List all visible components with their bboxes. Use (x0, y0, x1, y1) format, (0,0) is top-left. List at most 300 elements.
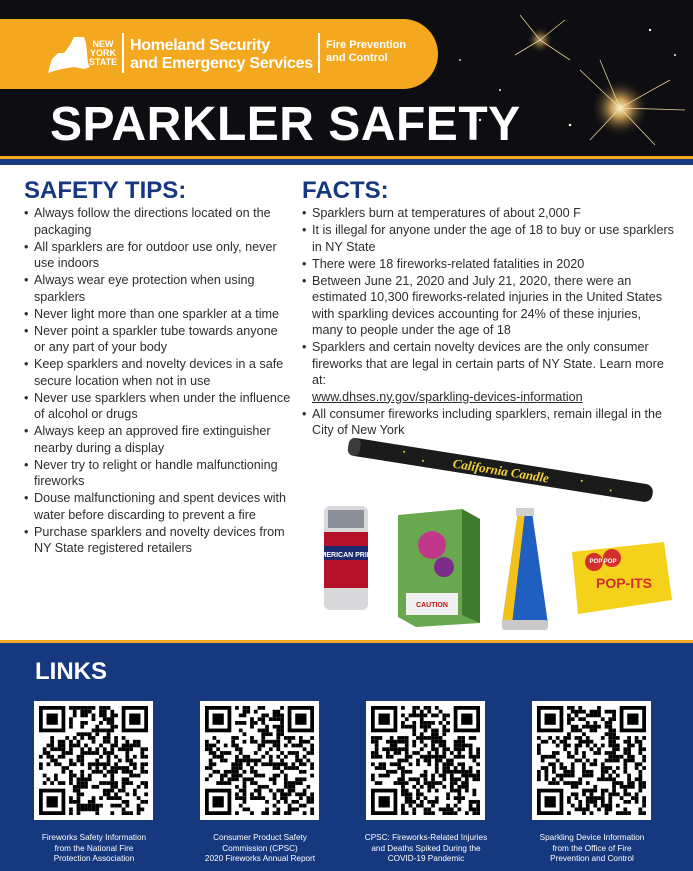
qr-module (578, 736, 582, 740)
qr-module (269, 777, 273, 781)
qr-module (439, 774, 443, 778)
qr-module (635, 792, 639, 796)
qr-module (92, 736, 96, 740)
qr-finder (379, 796, 390, 807)
qr-module (129, 774, 133, 778)
qr-module (457, 800, 461, 804)
qr-module (273, 710, 277, 714)
list-item: • There were 18 fireworks-related fatalities in 2020 (302, 256, 674, 273)
qr-module (243, 740, 247, 744)
qr-module (545, 740, 549, 744)
qr-module (114, 740, 118, 744)
qr-module (420, 785, 424, 789)
qr-module (310, 774, 314, 778)
qr-module (107, 792, 111, 796)
qr-module (114, 785, 118, 789)
qr-module (593, 759, 597, 763)
qr-module (427, 706, 431, 710)
qr-module (58, 744, 62, 748)
qr-module (578, 800, 582, 804)
qr-module (593, 744, 597, 748)
qr-finder (295, 714, 306, 725)
qr-module (273, 714, 277, 718)
qr-module (235, 796, 239, 800)
qr-module (431, 747, 435, 751)
qr-module (114, 755, 118, 759)
qr-module (420, 714, 424, 718)
qr-module (250, 766, 254, 770)
qr-module (84, 785, 88, 789)
qr-module (276, 744, 280, 748)
qr-module (457, 755, 461, 759)
qr-module (265, 800, 269, 804)
qr-module (107, 796, 111, 800)
qr-module (578, 777, 582, 781)
qr-module (465, 811, 469, 815)
qr-module (299, 781, 303, 785)
pride-label: AMERICAN PRIDE (315, 552, 377, 559)
qr-module (110, 729, 114, 733)
qr-module (412, 800, 416, 804)
qr-module (299, 762, 303, 766)
qr-module (220, 751, 224, 755)
qr-module (92, 807, 96, 811)
qr-module (254, 710, 258, 714)
nys-logo-text (88, 40, 118, 67)
qr-module (107, 781, 111, 785)
qr-module (254, 789, 258, 793)
qr-module (273, 811, 277, 815)
qr-module (397, 762, 401, 766)
qr-module (571, 774, 575, 778)
qr-module (616, 792, 620, 796)
qr-module (612, 777, 616, 781)
popits-brand: POP POP (589, 559, 617, 565)
qr-module (73, 774, 77, 778)
qr-module (144, 781, 148, 785)
qr-module (261, 729, 265, 733)
dhses-link[interactable]: www.dhses.ny.gov/sparkling-devices-information (312, 389, 583, 404)
qr-module (405, 789, 409, 793)
qr-module (140, 755, 144, 759)
qr-module (620, 785, 624, 789)
qr-module (472, 774, 476, 778)
qr-module (254, 781, 258, 785)
qr-module (310, 807, 314, 811)
qr-module (627, 800, 631, 804)
qr-module (469, 755, 473, 759)
qr-module (461, 747, 465, 751)
qr-module (590, 770, 594, 774)
qr-module (379, 766, 383, 770)
qr-module (243, 781, 247, 785)
qr-module (582, 770, 586, 774)
qr-module (461, 796, 465, 800)
qr-module (416, 796, 420, 800)
qr-module (216, 770, 220, 774)
qr-module (401, 785, 405, 789)
popits-label: POP-ITS (595, 575, 653, 591)
qr-module (122, 789, 126, 793)
qr-module (261, 736, 265, 740)
qr-module (258, 729, 262, 733)
list-item: • All sparklers are for outdoor use only, never use indoors (24, 239, 292, 272)
qr-module (605, 751, 609, 755)
qr-module (575, 725, 579, 729)
qr-module (397, 740, 401, 744)
qr-module (375, 755, 379, 759)
qr-module (80, 792, 84, 796)
qr-module (107, 736, 111, 740)
qr-module (280, 792, 284, 796)
qr-module (575, 747, 579, 751)
qr-module (461, 785, 465, 789)
qr-module (623, 751, 627, 755)
qr-module (612, 751, 616, 755)
qr-module (103, 751, 107, 755)
qr-module (586, 789, 590, 793)
qr-module (405, 800, 409, 804)
qr-module (401, 770, 405, 774)
qr-module (50, 781, 54, 785)
qr-module (612, 747, 616, 751)
qr-module (88, 800, 92, 804)
qr-module (303, 747, 307, 751)
qr-module (450, 770, 454, 774)
qr-module (69, 740, 73, 744)
qr-module (605, 804, 609, 808)
qr-module (401, 766, 405, 770)
qr-module (469, 744, 473, 748)
qr-module (276, 729, 280, 733)
qr-module (382, 747, 386, 751)
qr-module (239, 804, 243, 808)
qr-module (95, 766, 99, 770)
qr-module (243, 732, 247, 736)
qr-module (246, 755, 250, 759)
qr-module (125, 766, 129, 770)
qr-module (95, 785, 99, 789)
qr-module (243, 777, 247, 781)
qr-module (586, 721, 590, 725)
qr-module (125, 770, 129, 774)
qr-module (571, 717, 575, 721)
qr-module (593, 729, 597, 733)
qr-module (427, 807, 431, 811)
qr-module (144, 762, 148, 766)
qr-module (563, 740, 567, 744)
qr-module (265, 725, 269, 729)
qr-module (601, 744, 605, 748)
qr-module (273, 725, 277, 729)
qr-module (567, 774, 571, 778)
qr-module (375, 766, 379, 770)
qr-code-nfpa[interactable] (34, 701, 153, 820)
qr-module (575, 796, 579, 800)
qr-module (129, 744, 133, 748)
list-item: • Always follow the directions located on the packaging (24, 205, 292, 238)
qr-code-ofpc[interactable] (532, 701, 651, 820)
qr-module (435, 747, 439, 751)
qr-module (401, 811, 405, 815)
qr-module (284, 744, 288, 748)
qr-module (623, 747, 627, 751)
qr-module (386, 751, 390, 755)
qr-module (405, 744, 409, 748)
qr-module (416, 777, 420, 781)
qr-module (140, 781, 144, 785)
qr-module (137, 804, 141, 808)
qr-module (556, 751, 560, 755)
qr-module (416, 781, 420, 785)
pop-its-box-image (568, 538, 674, 618)
qr-module (276, 811, 280, 815)
qr-module (427, 710, 431, 714)
qr-module (457, 807, 461, 811)
qr-module (54, 747, 58, 751)
qr-module (612, 710, 616, 714)
qr-module (107, 755, 111, 759)
qr-module (243, 755, 247, 759)
qr-module (608, 792, 612, 796)
qr-module (401, 740, 405, 744)
qr-module (439, 755, 443, 759)
qr-module (299, 740, 303, 744)
qr-module (261, 811, 265, 815)
qr-module (80, 721, 84, 725)
qr-module (137, 744, 141, 748)
qr-module (103, 792, 107, 796)
qr-module (575, 751, 579, 755)
qr-code-cpsc-injuries[interactable] (366, 701, 485, 820)
list-item: • Always keep an approved fire extinguisher nearby during a display (24, 423, 292, 456)
qr-module (575, 710, 579, 714)
qr-module (99, 714, 103, 718)
qr-module (401, 777, 405, 781)
qr-module (246, 710, 250, 714)
qr-module (261, 732, 265, 736)
qr-module (73, 714, 77, 718)
qr-module (137, 807, 141, 811)
qr-module (73, 789, 77, 793)
qr-module (84, 744, 88, 748)
qr-module (95, 770, 99, 774)
qr-module (110, 766, 114, 770)
american-pride-image (315, 502, 377, 614)
qr-module (261, 785, 265, 789)
qr-module (261, 717, 265, 721)
qr-module (552, 740, 556, 744)
divider (0, 159, 693, 165)
qr-module (306, 785, 310, 789)
qr-module (567, 717, 571, 721)
qr-module (578, 807, 582, 811)
qr-module (442, 785, 446, 789)
qr-module (608, 710, 612, 714)
qr-module (77, 706, 81, 710)
qr-module (397, 766, 401, 770)
qr-module (442, 770, 446, 774)
qr-module (586, 736, 590, 740)
qr-module (623, 785, 627, 789)
qr-module (144, 800, 148, 804)
qr-module (118, 747, 122, 751)
qr-module (43, 774, 47, 778)
qr-module (409, 792, 413, 796)
qr-module (235, 762, 239, 766)
qr-module (280, 751, 284, 755)
qr-module (571, 706, 575, 710)
qr-module (616, 804, 620, 808)
qr-module (295, 781, 299, 785)
qr-module (461, 762, 465, 766)
qr-module (642, 785, 646, 789)
qr-module (133, 789, 137, 793)
qr-module (133, 766, 137, 770)
qr-module (567, 811, 571, 815)
qr-module (69, 807, 73, 811)
qr-module (375, 747, 379, 751)
qr-module (114, 714, 118, 718)
qr-module (246, 807, 250, 811)
qr-module (450, 774, 454, 778)
qr-module (273, 804, 277, 808)
qr-module (427, 736, 431, 740)
qr-module (401, 807, 405, 811)
qr-module (390, 762, 394, 766)
qr-module (642, 766, 646, 770)
qr-module (114, 770, 118, 774)
qr-module (427, 759, 431, 763)
qr-module (435, 755, 439, 759)
list-item: • Always wear eye protection when using sparklers (24, 272, 292, 305)
qr-module (409, 755, 413, 759)
qr-module (140, 807, 144, 811)
qr-module (638, 789, 642, 793)
qr-module (303, 811, 307, 815)
qr-module (284, 736, 288, 740)
qr-module (99, 744, 103, 748)
qr-module (616, 755, 620, 759)
qr-module (62, 740, 66, 744)
qr-module (472, 789, 476, 793)
qr-module (412, 751, 416, 755)
qr-module (77, 804, 81, 808)
qr-module (405, 751, 409, 755)
qr-module (431, 729, 435, 733)
qr-module (586, 744, 590, 748)
qr-module (95, 729, 99, 733)
qr-module (62, 770, 66, 774)
qr-module (541, 766, 545, 770)
qr-module (446, 762, 450, 766)
qr-module (401, 781, 405, 785)
qr-module (563, 781, 567, 785)
qr-module (424, 807, 428, 811)
qr-module (454, 744, 458, 748)
qr-module (276, 755, 280, 759)
qr-module (273, 796, 277, 800)
qr-module (578, 717, 582, 721)
qr-module (371, 774, 375, 778)
qr-module (446, 807, 450, 811)
qr-module (608, 732, 612, 736)
caption-line: Commission (CPSC) (222, 843, 298, 853)
qr-module (631, 796, 635, 800)
qr-module (442, 744, 446, 748)
qr-module (623, 766, 627, 770)
qr-code-cpsc-report[interactable] (200, 701, 319, 820)
qr-module (99, 762, 103, 766)
qr-module (397, 781, 401, 785)
qr-module (627, 736, 631, 740)
qr-module (450, 759, 454, 763)
qr-module (291, 736, 295, 740)
qr-module (465, 774, 469, 778)
qr-module (582, 751, 586, 755)
qr-module (224, 744, 228, 748)
qr-module (261, 740, 265, 744)
qr-module (88, 777, 92, 781)
qr-module (405, 725, 409, 729)
qr-module (605, 777, 609, 781)
qr-module (545, 770, 549, 774)
qr-module (556, 744, 560, 748)
qr-module (118, 796, 122, 800)
qr-module (612, 755, 616, 759)
qr-module (638, 774, 642, 778)
qr-module (401, 721, 405, 725)
qr-module (582, 789, 586, 793)
qr-module (638, 740, 642, 744)
qr-module (476, 747, 480, 751)
qr-module (454, 770, 458, 774)
qr-module (110, 744, 114, 748)
qr-module (54, 762, 58, 766)
qr-module (125, 777, 129, 781)
qr-module (394, 762, 398, 766)
qr-module (288, 766, 292, 770)
qr-module (58, 755, 62, 759)
qr-module (469, 807, 473, 811)
qr-module (69, 800, 73, 804)
qr-module (586, 781, 590, 785)
qr-module (62, 781, 66, 785)
qr-module (220, 781, 224, 785)
qr-module (80, 751, 84, 755)
qr-module (213, 755, 217, 759)
qr-module (635, 766, 639, 770)
qr-module (273, 717, 277, 721)
qr-module (129, 781, 133, 785)
qr-module (469, 747, 473, 751)
qr-module (92, 785, 96, 789)
qr-module (612, 792, 616, 796)
qr-module (269, 755, 273, 759)
qr-module (390, 744, 394, 748)
qr-module (269, 789, 273, 793)
qr-module (405, 811, 409, 815)
qr-module (575, 714, 579, 718)
qr-module (77, 807, 81, 811)
qr-module (620, 796, 624, 800)
qr-module (246, 759, 250, 763)
qr-module (205, 744, 209, 748)
qr-module (92, 717, 96, 721)
qr-module (442, 766, 446, 770)
list-item: • Sparklers burn at temperatures of about 2,000 F (302, 205, 674, 222)
list-item: • Purchase sparklers and novelty devices from NY State registered retailers (24, 524, 292, 557)
